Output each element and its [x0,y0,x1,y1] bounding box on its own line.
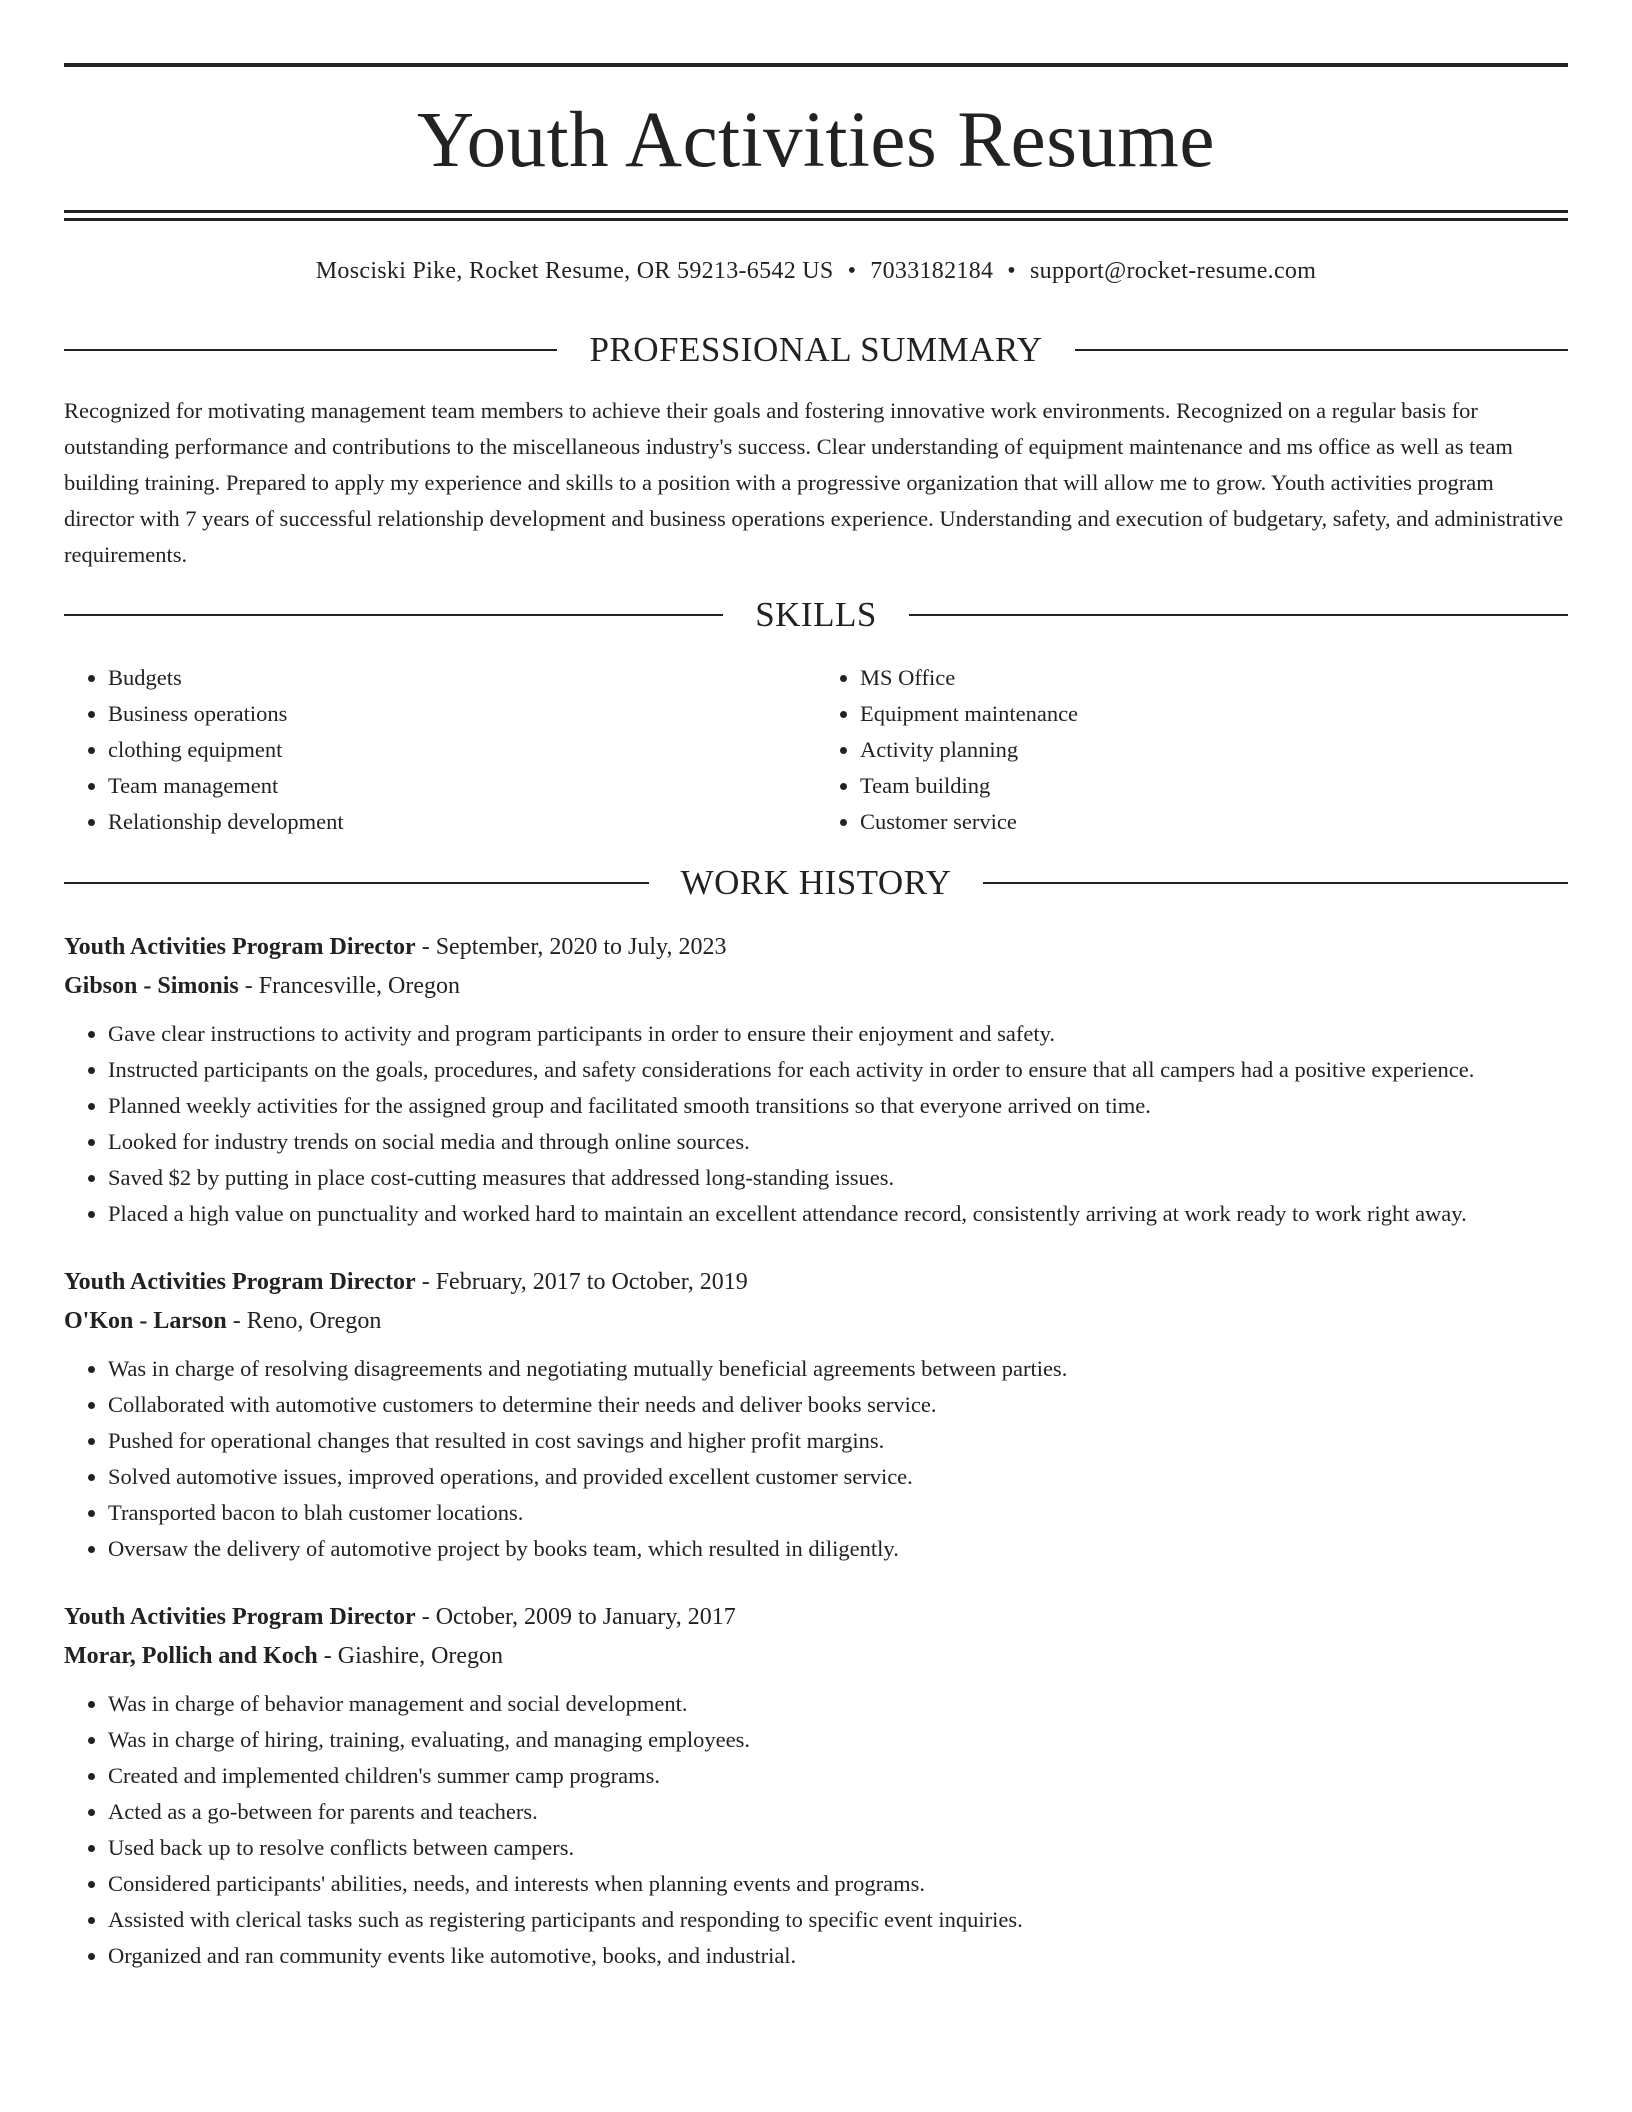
job-bullet: • Collaborated with automotive customers to determine their needs and deliver books service. [108,1387,1568,1423]
heading-rule-right [1075,349,1568,351]
job-title: Youth Activities Program Director [64,934,416,960]
job-bullets [64,1351,1568,1567]
top-divider [64,63,1568,67]
job-location: - Giashire, Oregon [317,1643,504,1669]
job-dates: - February, 2017 to October, 2019 [415,1269,748,1295]
job-title-line [64,1263,1568,1302]
contact-separator: • [1007,258,1016,284]
job-entry [64,1598,1568,1974]
skills-column-right [816,660,1568,840]
job-bullet: • Instructed participants on the goals, procedures, and safety considerations for each activity in order to ensure that all campers had a positive experience. [108,1052,1568,1088]
job-bullet: • Solved automotive issues, improved operations, and provided excellent customer service. [108,1459,1568,1495]
title-double-divider [64,210,1568,221]
job-bullet: • Placed a high value on punctuality and worked hard to maintain an excellent attendance record, consistently arriving at work ready to work right away. [108,1196,1568,1232]
job-bullets [64,1686,1568,1974]
job-entry [64,1263,1568,1567]
job-bullet: • Was in charge of hiring, training, evaluating, and managing employees. [108,1722,1568,1758]
skill-item: • Equipment maintenance [860,696,1568,732]
job-title-line [64,928,1568,967]
section-title: PROFESSIONAL SUMMARY [589,330,1043,369]
job-company-line [64,967,1568,1006]
job-location: - Reno, Oregon [226,1308,382,1334]
job-bullet: • Was in charge of resolving disagreements and negotiating mutually beneficial agreements between parties. [108,1351,1568,1387]
heading-rule-right [909,614,1568,616]
contact-address: Mosciski Pike, Rocket Resume, OR 59213-6542 US [315,258,834,284]
professional-summary-heading [64,332,1568,367]
heading-rule-left [64,349,557,351]
section-title: SKILLS [755,595,877,634]
job-bullet: • Acted as a go-between for parents and teachers. [108,1794,1568,1830]
heading-rule-right [983,882,1568,884]
job-title-line [64,1598,1568,1637]
job-bullet: • Looked for industry trends on social media and through online sources. [108,1124,1568,1160]
job-bullet: • Pushed for operational changes that resulted in cost savings and higher profit margins. [108,1423,1568,1459]
job-bullet: • Created and implemented children's summer camp programs. [108,1758,1568,1794]
resume-title: Youth Activities Resume [417,97,1215,184]
skill-item: • Activity planning [860,732,1568,768]
job-bullet: • Gave clear instructions to activity and program participants in order to ensure their enjoyment and safety. [108,1016,1568,1052]
job-location: - Francesville, Oregon [238,973,460,999]
job-bullet: • Used back up to resolve conflicts between campers. [108,1830,1568,1866]
job-entry [64,928,1568,1232]
job-bullet: • Transported bacon to blah customer locations. [108,1495,1568,1531]
skill-item: • Team management [108,768,816,804]
skill-item: • MS Office [860,660,1568,696]
job-title: Youth Activities Program Director [64,1269,416,1295]
job-bullet: • Oversaw the delivery of automotive project by books team, which resulted in diligently. [108,1531,1568,1567]
professional-summary-text: Recognized for motivating management team members to achieve their goals and fostering innovative work environments. Recognized on a regular basis for outstanding performance and contributions to the miscellaneous industry's success. Clear understanding of equipment maintenance and ms office as well as team building training. Prepared to apply my experience and skills to a position with a progressive organization that will allow me to grow. Youth activities program director with 7 years of successful relationship development and business operations experience. Understanding and execution of budgetary, safety, and administrative requirements. [64,398,1564,567]
job-company-line [64,1637,1568,1676]
job-bullets [64,1016,1568,1232]
job-company: Morar, Pollich and Koch [64,1643,318,1669]
job-company-line [64,1302,1568,1341]
job-bullet: • Assisted with clerical tasks such as registering participants and responding to specific event inquiries. [108,1902,1568,1938]
skill-item: • clothing equipment [108,732,816,768]
skill-item: • Budgets [108,660,816,696]
skills-column-left [64,660,816,840]
contact-separator: • [847,258,857,284]
job-dates: - September, 2020 to July, 2023 [415,934,727,960]
skill-item: • Customer service [860,804,1568,840]
section-title: WORK HISTORY [680,863,952,902]
job-title: Youth Activities Program Director [64,1604,416,1630]
contact-phone: 7033182184 [870,258,994,284]
work-history-heading [64,865,1568,900]
skill-item: • Team building [860,768,1568,804]
skills-heading [64,597,1568,632]
contact-email: support@rocket-resume.com [1030,258,1317,284]
job-bullet: • Planned weekly activities for the assigned group and facilitated smooth transitions so that everyone arrived on time. [108,1088,1568,1124]
heading-rule-left [64,614,723,616]
job-company: Gibson - Simonis [64,973,239,999]
job-bullet: • Considered participants' abilities, needs, and interests when planning events and programs. [108,1866,1568,1902]
job-bullet: • Saved $2 by putting in place cost-cutting measures that addressed long-standing issues. [108,1160,1568,1196]
skill-item: • Business operations [108,696,816,732]
job-dates: - October, 2009 to January, 2017 [415,1604,736,1630]
contact-line [64,259,1568,283]
skills-list [64,660,1568,840]
skill-item: • Relationship development [108,804,816,840]
job-bullet: • Was in charge of behavior management and social development. [108,1686,1568,1722]
heading-rule-left [64,882,649,884]
job-company: O'Kon - Larson [64,1308,227,1334]
job-bullet: • Organized and ran community events like automotive, books, and industrial. [108,1938,1568,1974]
